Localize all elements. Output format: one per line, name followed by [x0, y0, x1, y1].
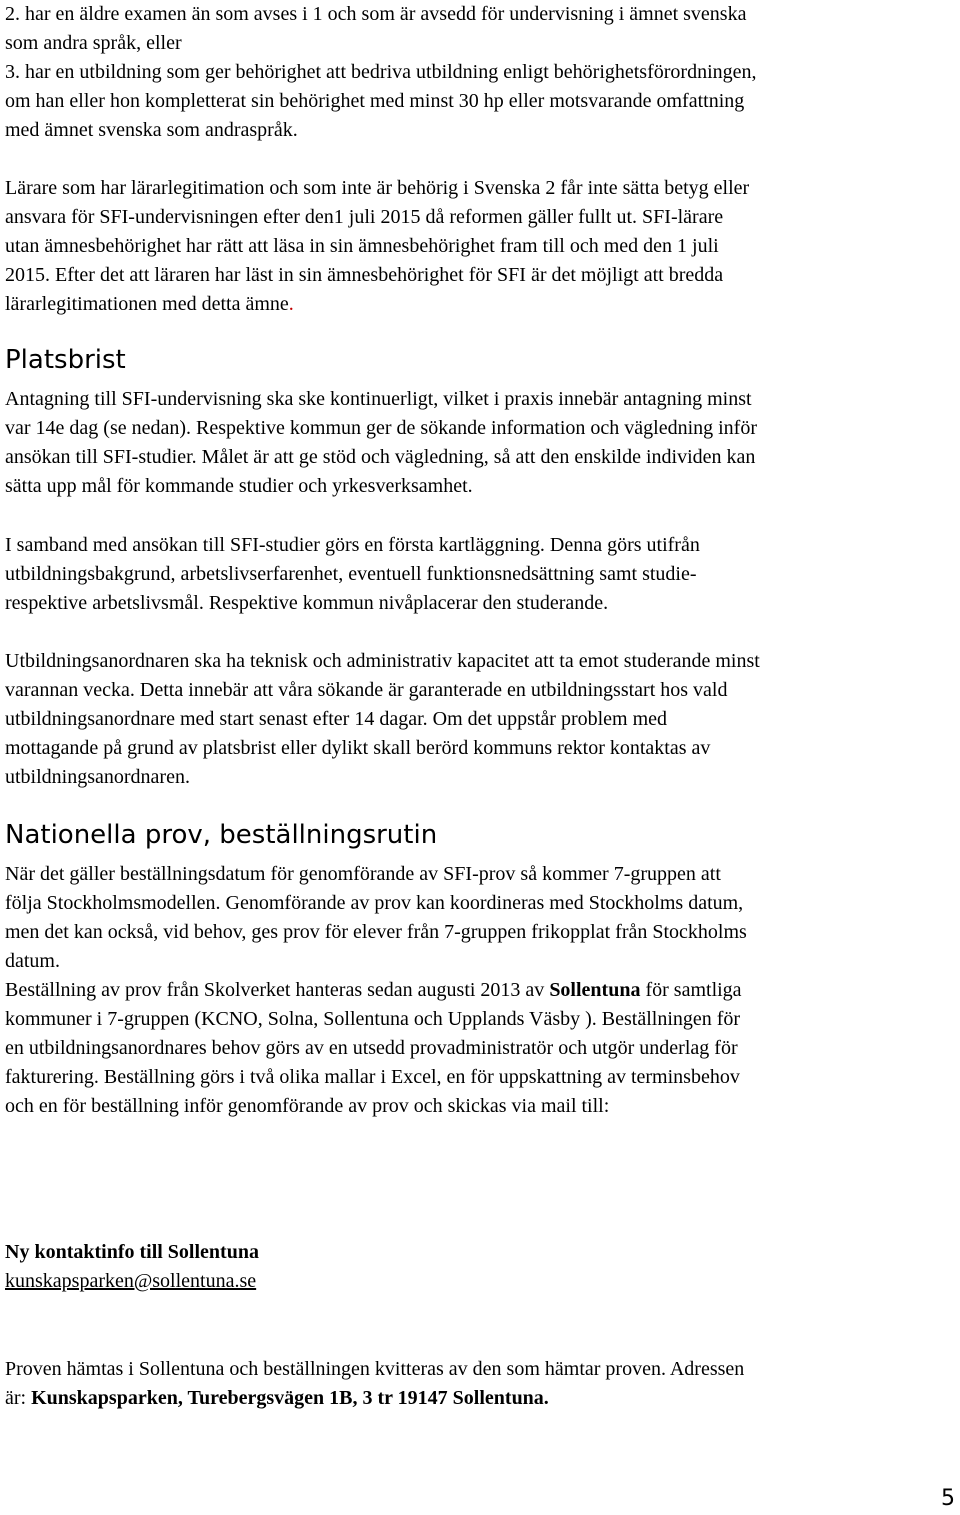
teacher-paragraph-line-2: ansvara för SFI-undervisningen efter den1 juli 2015 då reformen gäller fullt ut. SFI-lärare: [5, 206, 724, 228]
teacher-paragraph-line-3: utan ämnesbehörighet har rätt att läsa in sin ämnesbehörighet fram till och med den 1 juli: [5, 235, 719, 257]
sollentuna-bold: Sollentuna: [549, 979, 641, 1001]
platsbrist-p3-line-3: utbildningsanordnare med start senast efter 14 dagar. Om det uppstår problem med: [5, 708, 668, 730]
list-item-3-line-3: med ämnet svenska som andraspråk.: [5, 119, 298, 141]
platsbrist-p1-line-4: sätta upp mål för kommande studier och yrkesverksamhet.: [5, 475, 473, 497]
pickup-address: Kunskapsparken, Turebergsvägen 1B, 3 tr 19147 Sollentuna.: [31, 1387, 549, 1409]
prov-p2-text-c: för samtliga: [640, 979, 742, 1001]
red-period: .: [288, 293, 294, 315]
prov-p2-line-2: kommuner i 7-gruppen (KCNO, Solna, Sollentuna och Upplands Väsby ). Beställningen för: [5, 1008, 741, 1030]
platsbrist-p1-line-1: Antagning till SFI-undervisning ska ske kontinuerligt, vilket i praxis innebär antagning minst: [5, 388, 752, 410]
prov-p2-line-5: och en för beställning inför genomförande av prov och skickas via mail till:: [5, 1095, 610, 1117]
prov-p1-line-1: När det gäller beställningsdatum för genomförande av SFI-prov så kommer 7-gruppen att: [5, 863, 721, 885]
prov-p2-line-1: [5, 976, 742, 1005]
platsbrist-p3-line-4: mottagande på grund av platsbrist eller dylikt skall berörd kommuns rektor kontaktas av: [5, 737, 711, 759]
prov-p2-line-4: fakturering. Beställning görs i två olika mallar i Excel, en för uppskattning av terminsbehov: [5, 1066, 740, 1088]
contact-email-link[interactable]: kunskapsparken@sollentuna.se: [5, 1270, 257, 1292]
prov-p2-text-a: Beställning av prov från Skolverket hanteras sedan augusti 2013 av: [5, 979, 550, 1001]
heading-nationella-prov: Nationella prov, beställningsrutin: [5, 820, 438, 850]
pickup-line-2: [5, 1384, 549, 1413]
list-item-2-line-1: 2. har en äldre examen än som avses i 1 och som är avsedd för undervisning i ämnet svenska: [5, 3, 747, 25]
heading-platsbrist: Platsbrist: [5, 345, 126, 375]
platsbrist-p2-line-2: utbildningsbakgrund, arbetslivserfarenhet, eventuell funktionsnedsättning samt studie-: [5, 563, 697, 585]
pickup-prefix: är:: [5, 1387, 32, 1409]
prov-p1-line-2: följa Stockholmsmodellen. Genomförande av prov kan koordineras med Stockholms datum,: [5, 892, 744, 914]
pickup-line-1: Proven hämtas i Sollentuna och beställningen kvitteras av den som hämtar proven. Adressen: [5, 1358, 745, 1380]
list-item-2-line-2: som andra språk, eller: [5, 32, 182, 54]
platsbrist-p3-line-2: varannan vecka. Detta innebär att våra sökande är garanterade en utbildningsstart hos vald: [5, 679, 728, 701]
platsbrist-p1-line-2: var 14e dag (se nedan). Respektive kommun ger de sökande information och vägledning inför: [5, 417, 758, 439]
teacher-paragraph-line-1: Lärare som har lärarlegitimation och som inte är behörig i Svenska 2 får inte sätta betyg eller: [5, 177, 750, 199]
platsbrist-p3-line-5: utbildningsanordnaren.: [5, 766, 190, 788]
list-item-3-line-2: om han eller hon kompletterat sin behörighet med minst 30 hp eller motsvarande omfattning: [5, 90, 745, 112]
platsbrist-p2-line-3: respektive arbetslivsmål. Respektive kommun nivåplacerar den studerande.: [5, 592, 609, 614]
prov-p1-line-3: men det kan också, vid behov, ges prov för elever från 7-gruppen frikopplat från Stockholms: [5, 921, 747, 943]
platsbrist-p1-line-3: ansökan till SFI-studier. Målet är att ge stöd och vägledning, så att den enskilde individen kan: [5, 446, 756, 468]
platsbrist-p2-line-1: I samband med ansökan till SFI-studier görs en första kartläggning. Denna görs utifrån: [5, 534, 700, 556]
list-item-3-line-1: 3. har en utbildning som ger behörighet att bedriva utbildning enligt behörighetsförordningen,: [5, 61, 757, 83]
contact-title: [5, 1238, 259, 1267]
prov-p2-line-3: en utbildningsanordnares behov görs av en utsedd provadministratör och utgör underlag för: [5, 1037, 738, 1059]
teacher-paragraph-text: lärarlegitimationen med detta ämne: [5, 293, 289, 315]
page-number: 5: [941, 1486, 955, 1511]
teacher-paragraph-line-5: [5, 290, 294, 319]
platsbrist-p3-line-1: Utbildningsanordnaren ska ha teknisk och administrativ kapacitet att ta emot studerande minst: [5, 650, 760, 672]
contact-title-text: Ny kontaktinfo till Sollentuna: [5, 1241, 259, 1263]
contact-email-line: [5, 1267, 256, 1296]
teacher-paragraph-line-4: 2015. Efter det att läraren har läst in sin ämnesbehörighet för SFI är det möjligt att bredda: [5, 264, 724, 286]
prov-p1-line-4: datum.: [5, 950, 60, 972]
